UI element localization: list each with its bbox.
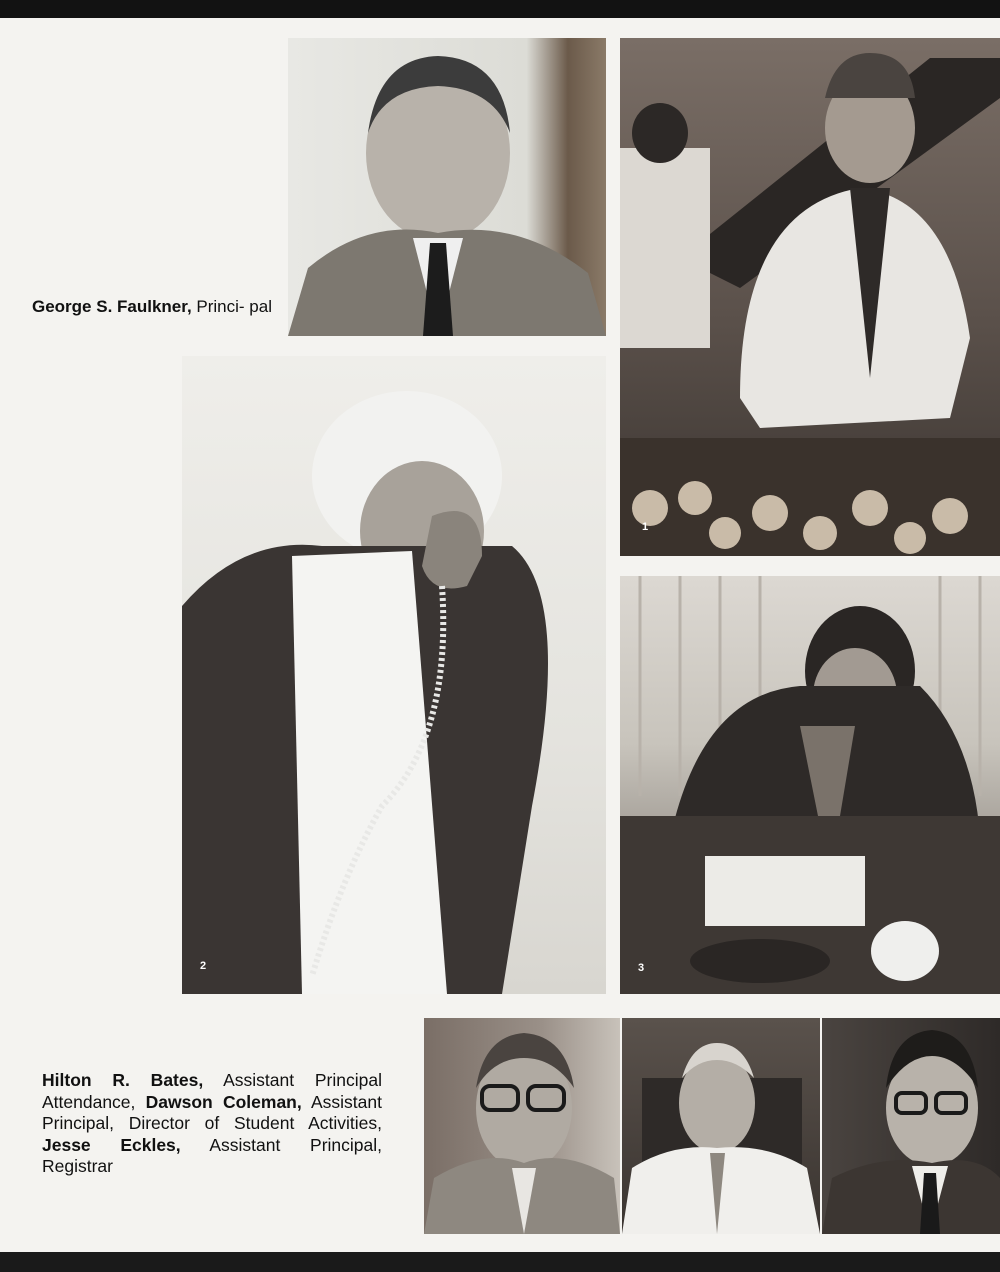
photo-number-1: 1 <box>642 521 649 533</box>
donuts-desk-photo <box>620 38 1000 556</box>
man-at-desk-on-phone-photo <box>620 576 1000 994</box>
principal-name: George S. Faulkner, <box>32 297 192 316</box>
hilton-bates-role: Assistant Principal Attendance, <box>42 1070 382 1112</box>
hilton-bates-name: Hilton R. Bates, <box>42 1070 204 1090</box>
dawson-coleman-portrait-photo <box>622 1018 820 1234</box>
principal-portrait-photo <box>288 38 606 336</box>
hilton-bates-portrait-photo <box>424 1018 620 1234</box>
photo-number-3: 3 <box>638 962 645 974</box>
jesse-eckles-portrait-photo <box>822 1018 1000 1234</box>
jesse-eckles-name: Jesse Eckles, <box>42 1134 181 1155</box>
woman-on-phone-photo <box>182 356 606 994</box>
principal-caption <box>32 296 282 317</box>
assistant-principals-caption <box>42 1070 382 1178</box>
dawson-coleman-role: Assistant Principal, Director of Student Activities, <box>42 1091 382 1133</box>
jesse-eckles-role: Assistant Principal, Registrar <box>42 1134 382 1176</box>
dawson-coleman-name: Dawson Coleman, <box>145 1091 302 1112</box>
top-scan-band <box>0 0 1000 18</box>
principal-title: Princi- pal <box>196 297 272 316</box>
photo-number-2: 2 <box>200 960 207 972</box>
bottom-scan-band <box>0 1252 1000 1272</box>
